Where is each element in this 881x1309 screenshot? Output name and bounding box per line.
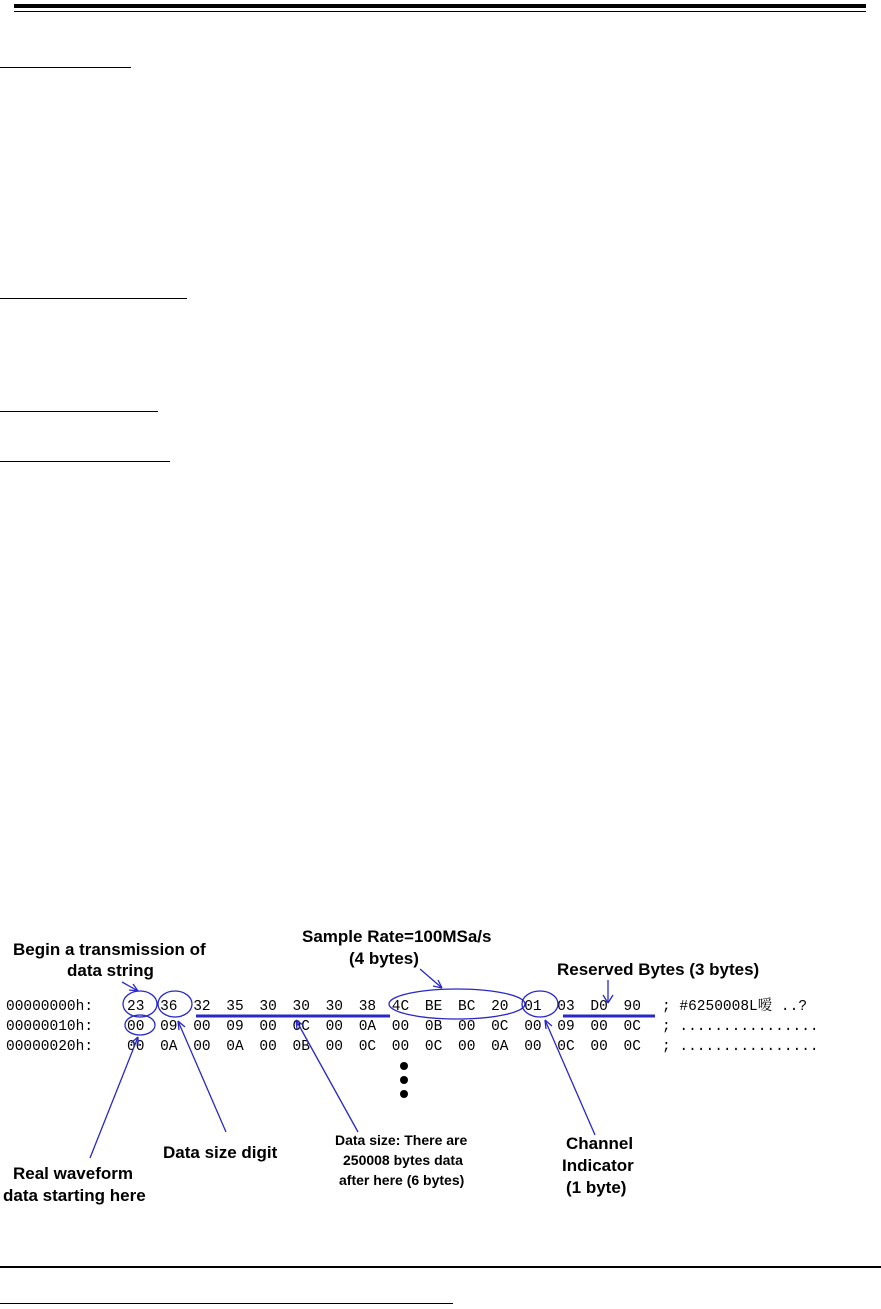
hex-row-ascii: ; ................ bbox=[662, 1039, 819, 1055]
arrow-channel bbox=[545, 1020, 595, 1135]
hex-byte: 00 bbox=[391, 1019, 410, 1035]
hex-byte: 00 bbox=[127, 1039, 145, 1055]
arrow-data-size bbox=[296, 1020, 358, 1132]
continuation-dots bbox=[400, 1062, 408, 1098]
hex-byte: 00 bbox=[193, 1039, 211, 1055]
arrow-real-data bbox=[90, 1037, 138, 1158]
hex-row-address: 00000000h: bbox=[6, 999, 94, 1015]
hex-byte: 0A bbox=[160, 1039, 178, 1055]
hex-byte: 00 bbox=[127, 1019, 145, 1035]
hex-byte: 0C bbox=[424, 1039, 443, 1055]
hex-byte: 32 bbox=[193, 999, 211, 1015]
section-heading-underline-1 bbox=[0, 67, 131, 68]
hex-byte: 30 bbox=[292, 999, 310, 1015]
hex-byte: 00 bbox=[325, 1039, 344, 1055]
label-real-waveform-1: Real waveform bbox=[13, 1164, 133, 1183]
hex-byte: 0A bbox=[491, 1039, 509, 1055]
hex-byte: 0B bbox=[424, 1019, 443, 1035]
hex-byte: 90 bbox=[623, 999, 641, 1015]
arrow-begin bbox=[122, 982, 138, 991]
label-channel-3: (1 byte) bbox=[566, 1178, 627, 1197]
hex-byte: 0C bbox=[358, 1039, 377, 1055]
hex-row bbox=[6, 1019, 819, 1035]
label-begin-transmission-1: Begin a transmission of bbox=[13, 940, 206, 959]
hex-dump bbox=[6, 997, 819, 1055]
label-data-size-1: Data size: There are bbox=[335, 1132, 468, 1148]
hex-byte: BC bbox=[458, 999, 476, 1015]
arrow-sample-rate bbox=[420, 969, 442, 988]
hex-byte: 30 bbox=[325, 999, 344, 1015]
arrow-size-digit bbox=[178, 1021, 226, 1132]
hex-byte: 0C bbox=[491, 1019, 509, 1035]
hex-byte: 00 bbox=[458, 1019, 476, 1035]
footer-rule bbox=[0, 1266, 881, 1268]
hex-byte: 00 bbox=[590, 1019, 608, 1035]
label-data-size-3: after here (6 bytes) bbox=[339, 1172, 465, 1188]
hex-byte: 09 bbox=[557, 1019, 575, 1035]
label-channel-2: Indicator bbox=[562, 1156, 634, 1175]
footer-heading-underline bbox=[0, 1303, 453, 1304]
section-heading-underline-4 bbox=[0, 461, 170, 462]
hex-byte: 4C bbox=[391, 999, 410, 1015]
hex-byte: 0C bbox=[623, 1039, 641, 1055]
hex-byte: 0B bbox=[292, 1039, 310, 1055]
hex-row-bytes bbox=[127, 1039, 641, 1055]
hex-byte: 00 bbox=[259, 1019, 277, 1035]
label-channel-1: Channel bbox=[566, 1134, 634, 1153]
header-rule-thick bbox=[14, 4, 866, 8]
hex-byte: D0 bbox=[590, 999, 608, 1015]
hex-byte: 35 bbox=[226, 999, 244, 1015]
hex-row-ascii: ; ................ bbox=[662, 1019, 819, 1035]
label-reserved-bytes: Reserved Bytes (3 bytes) bbox=[557, 960, 760, 979]
hex-row bbox=[6, 1039, 819, 1055]
section-heading-underline-2 bbox=[0, 298, 187, 299]
hex-byte: 00 bbox=[590, 1039, 608, 1055]
hex-row-address: 00000020h: bbox=[6, 1039, 94, 1055]
hex-byte: 0C bbox=[292, 1019, 310, 1035]
hex-byte: 00 bbox=[325, 1019, 344, 1035]
label-data-size-2: 250008 bytes data bbox=[343, 1152, 463, 1168]
label-sample-rate-2: (4 bytes) bbox=[349, 949, 419, 968]
section-heading-underline-3 bbox=[0, 411, 158, 412]
hex-byte: 0C bbox=[557, 1039, 575, 1055]
waveform-data-format-figure bbox=[0, 925, 881, 1215]
header-rule-thin bbox=[14, 11, 866, 12]
hex-byte: 03 bbox=[557, 999, 575, 1015]
hex-byte: 00 bbox=[259, 1039, 277, 1055]
hex-byte: BE bbox=[424, 999, 443, 1015]
label-sample-rate-1: Sample Rate=100MSa/s bbox=[302, 927, 492, 946]
hex-byte: 30 bbox=[259, 999, 277, 1015]
hex-byte: 00 bbox=[458, 1039, 476, 1055]
hex-byte: 38 bbox=[358, 999, 377, 1015]
hex-row-ascii: ; #6250008L嗳 ..? bbox=[662, 999, 808, 1015]
hex-row-bytes bbox=[127, 999, 641, 1015]
hex-byte: 20 bbox=[491, 999, 509, 1015]
hex-byte: 0A bbox=[358, 1019, 377, 1035]
hex-byte: 01 bbox=[524, 999, 542, 1015]
hex-byte: 00 bbox=[524, 1019, 542, 1035]
hex-row-bytes bbox=[127, 1019, 641, 1035]
label-data-size-digit: Data size digit bbox=[163, 1143, 278, 1162]
label-real-waveform-2: data starting here bbox=[3, 1186, 146, 1205]
hex-byte: 09 bbox=[226, 1019, 244, 1035]
hex-byte: 23 bbox=[127, 999, 145, 1015]
hex-row-address: 00000010h: bbox=[6, 1019, 94, 1035]
hex-byte: 00 bbox=[524, 1039, 542, 1055]
hex-byte: 36 bbox=[160, 999, 178, 1015]
hex-byte: 00 bbox=[193, 1019, 211, 1035]
hex-byte: 0C bbox=[623, 1019, 641, 1035]
label-begin-transmission-2: data string bbox=[67, 961, 154, 980]
hex-byte: 00 bbox=[391, 1039, 410, 1055]
hex-byte: 09 bbox=[160, 1019, 178, 1035]
hex-byte: 0A bbox=[226, 1039, 244, 1055]
